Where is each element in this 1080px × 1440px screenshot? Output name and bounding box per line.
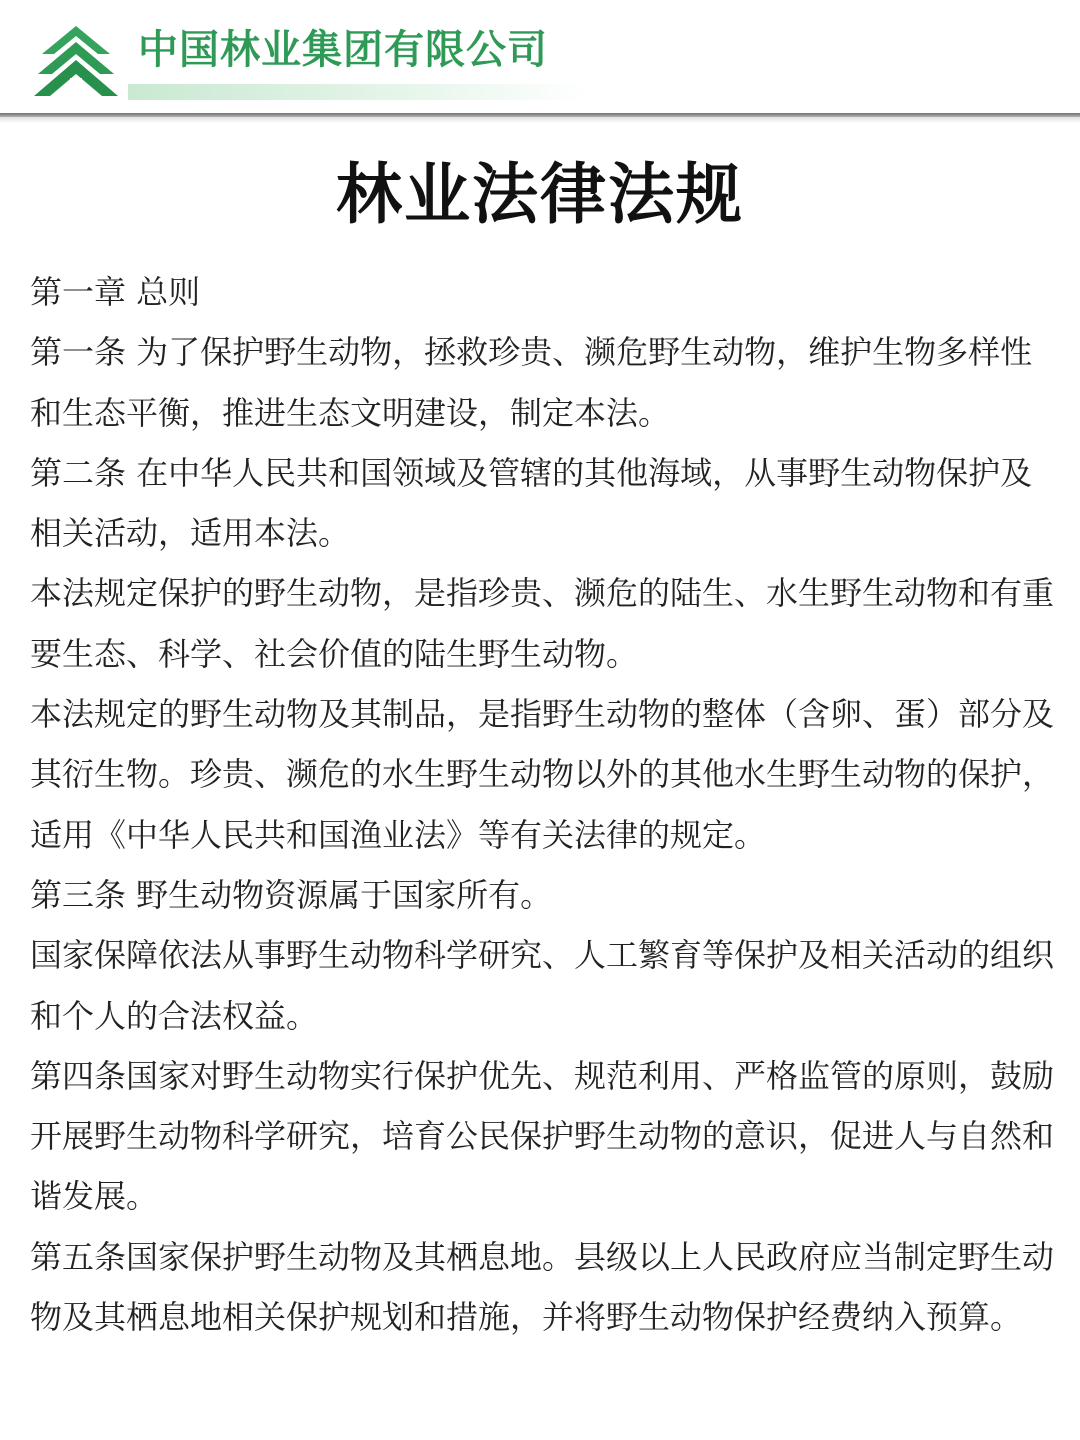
document-body <box>30 262 1056 1347</box>
article-paragraph: 第五条国家保护野生动物及其栖息地。县级以上人民政府应当制定野生动物及其栖息地相关保护规划和措施，并将野生动物保护经费纳入预算。 <box>30 1237 1055 1337</box>
forest-tree-icon <box>34 24 118 100</box>
article-paragraph: 本法规定的野生动物及其制品，是指野生动物的整体（含卵、蛋）部分及其衍生物。珍贵、濒危的水生野生动物以外的其他水生野生动物的保护，适用《中华人民共和国渔业法》等有关法律的规定。 <box>30 695 1055 854</box>
article-paragraph: 本法规定保护的野生动物，是指珍贵、濒危的陆生、水生野生动物和有重要生态、科学、社会价值的陆生野生动物。 <box>30 574 1055 673</box>
article-paragraph: 第三条 野生动物资源属于国家所有。 <box>30 875 553 914</box>
article-paragraph: 第一条 为了保护野生动物，拯救珍贵、濒危野生动物，维护生物多样性和生态平衡，推进生态文明建设，制定本法。 <box>30 333 1033 432</box>
chapter-heading: 第一章 总则 <box>30 273 201 311</box>
article-paragraph: 第二条 在中华人民共和国领域及管辖的其他海域，从事野生动物保护及相关活动，适用本法。 <box>30 453 1033 553</box>
article-paragraph: 第四条国家对野生动物实行保护优先、规范利用、严格监管的原则，鼓励开展野生动物科学研究，培育公民保护野生动物的意识，促进人与自然和谐发展。 <box>30 1056 1055 1216</box>
company-name: 中国林业集团有限公司 <box>138 27 548 73</box>
article-paragraph: 国家保障依法从事野生动物科学研究、人工繁育等保护及相关活动的组织和个人的合法权益。 <box>30 936 1055 1035</box>
header-accent-band <box>128 84 588 100</box>
company-header <box>0 0 1080 118</box>
page-title: 林业法律法规 <box>336 156 744 233</box>
header-shadow <box>0 117 1080 123</box>
